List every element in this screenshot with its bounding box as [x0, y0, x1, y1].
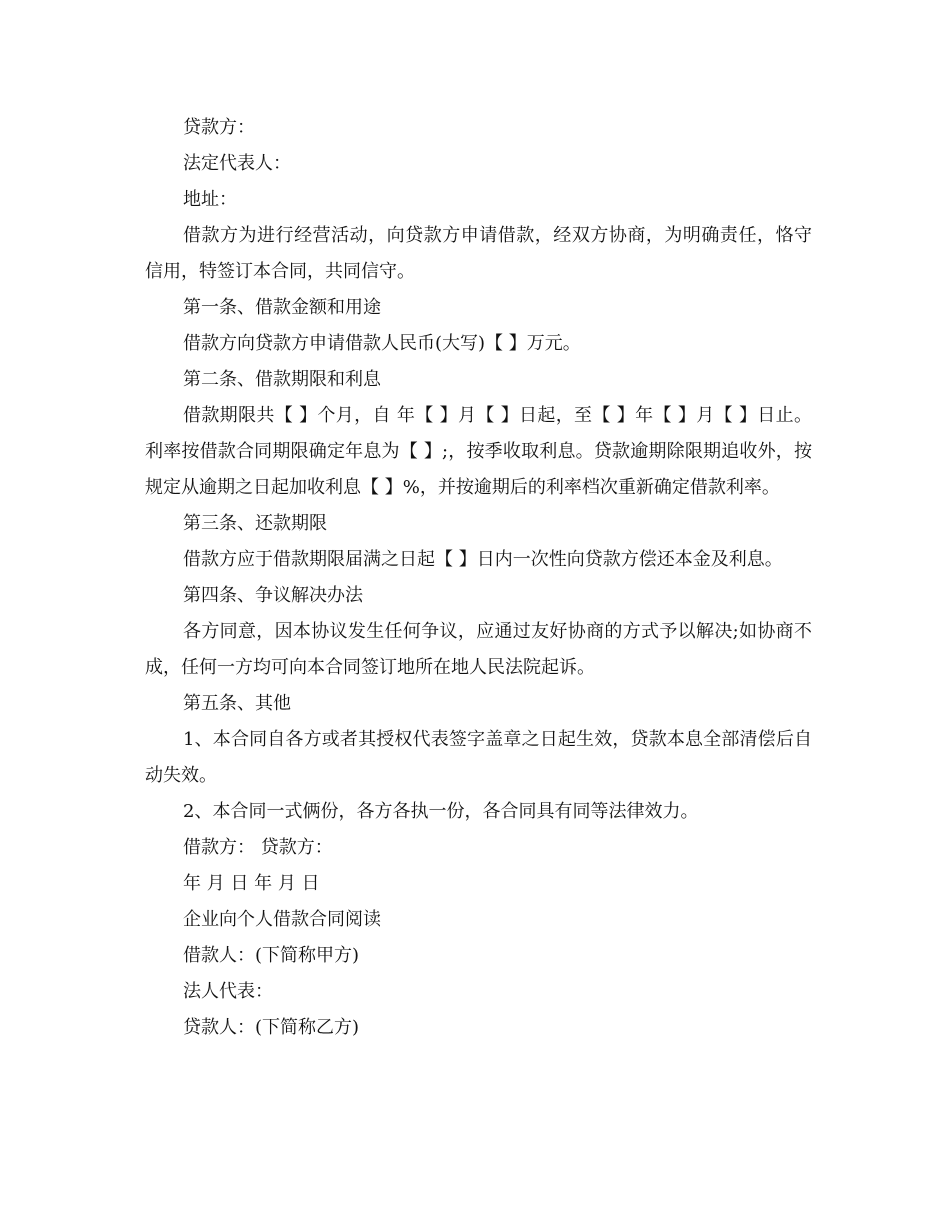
- article-4-heading: 第四条、争议解决办法: [183, 585, 363, 606]
- paragraph-preamble: 借款方为进行经营活动，向贷款方申请借款，经双方协商，为明确责任，恪守信用，特签订本合同，共同信守。: [145, 225, 812, 282]
- paragraph-lender-party-b: 贷款人：(下简称乙方): [183, 1017, 360, 1038]
- article-5-heading: 第五条、其他: [183, 693, 291, 714]
- paragraph-lender: 贷款方：: [183, 117, 255, 138]
- paragraph-legal-person: 法人代表：: [183, 981, 273, 1002]
- signature-dates: 年 月 日 年 月 日: [183, 873, 320, 894]
- article-1-heading: 第一条、借款金额和用途: [183, 297, 381, 318]
- article-5-item-2: 2、本合同一式俩份，各方各执一份，各合同具有同等法律效力。: [183, 801, 699, 822]
- article-3-body: 借款方应于借款期限届满之日起【 】日内一次性向贷款方偿还本金及利息。: [183, 549, 783, 570]
- paragraph-legal-representative: 法定代表人：: [183, 153, 291, 174]
- article-3-heading: 第三条、还款期限: [183, 513, 327, 534]
- article-2-heading: 第二条、借款期限和利息: [183, 369, 381, 390]
- article-4-body: 各方同意，因本协议发生任何争议，应通过友好协商的方式予以解决;如协商不成，任何一方均可向本合同签订地所在地人民法院起诉。: [145, 621, 812, 678]
- article-5-item-1: 1、本合同自各方或者其授权代表签字盖章之日起生效，贷款本息全部清偿后自动失效。: [145, 729, 812, 786]
- article-1-body: 借款方向贷款方申请借款人民币(大写)【 】万元。: [183, 333, 581, 354]
- paragraph-address: 地址：: [183, 189, 237, 210]
- article-2-body: 借款期限共【 】个月，自 年【 】月【 】日起，至【 】年【 】月【 】日止。利率按借款合同期限确定年息为【 】;，按季收取利息。贷款逾期除限期追收外，按规定从逾期之日起加收利息【 】%，并按逾期后的利率档次重新确定借款利率。: [145, 405, 812, 498]
- paragraph-borrower-party-a: 借款人：(下简称甲方): [183, 945, 360, 966]
- section-title-enterprise-loan: 企业向个人借款合同阅读: [183, 909, 381, 930]
- signature-parties: 借款方： 贷款方：: [183, 837, 333, 858]
